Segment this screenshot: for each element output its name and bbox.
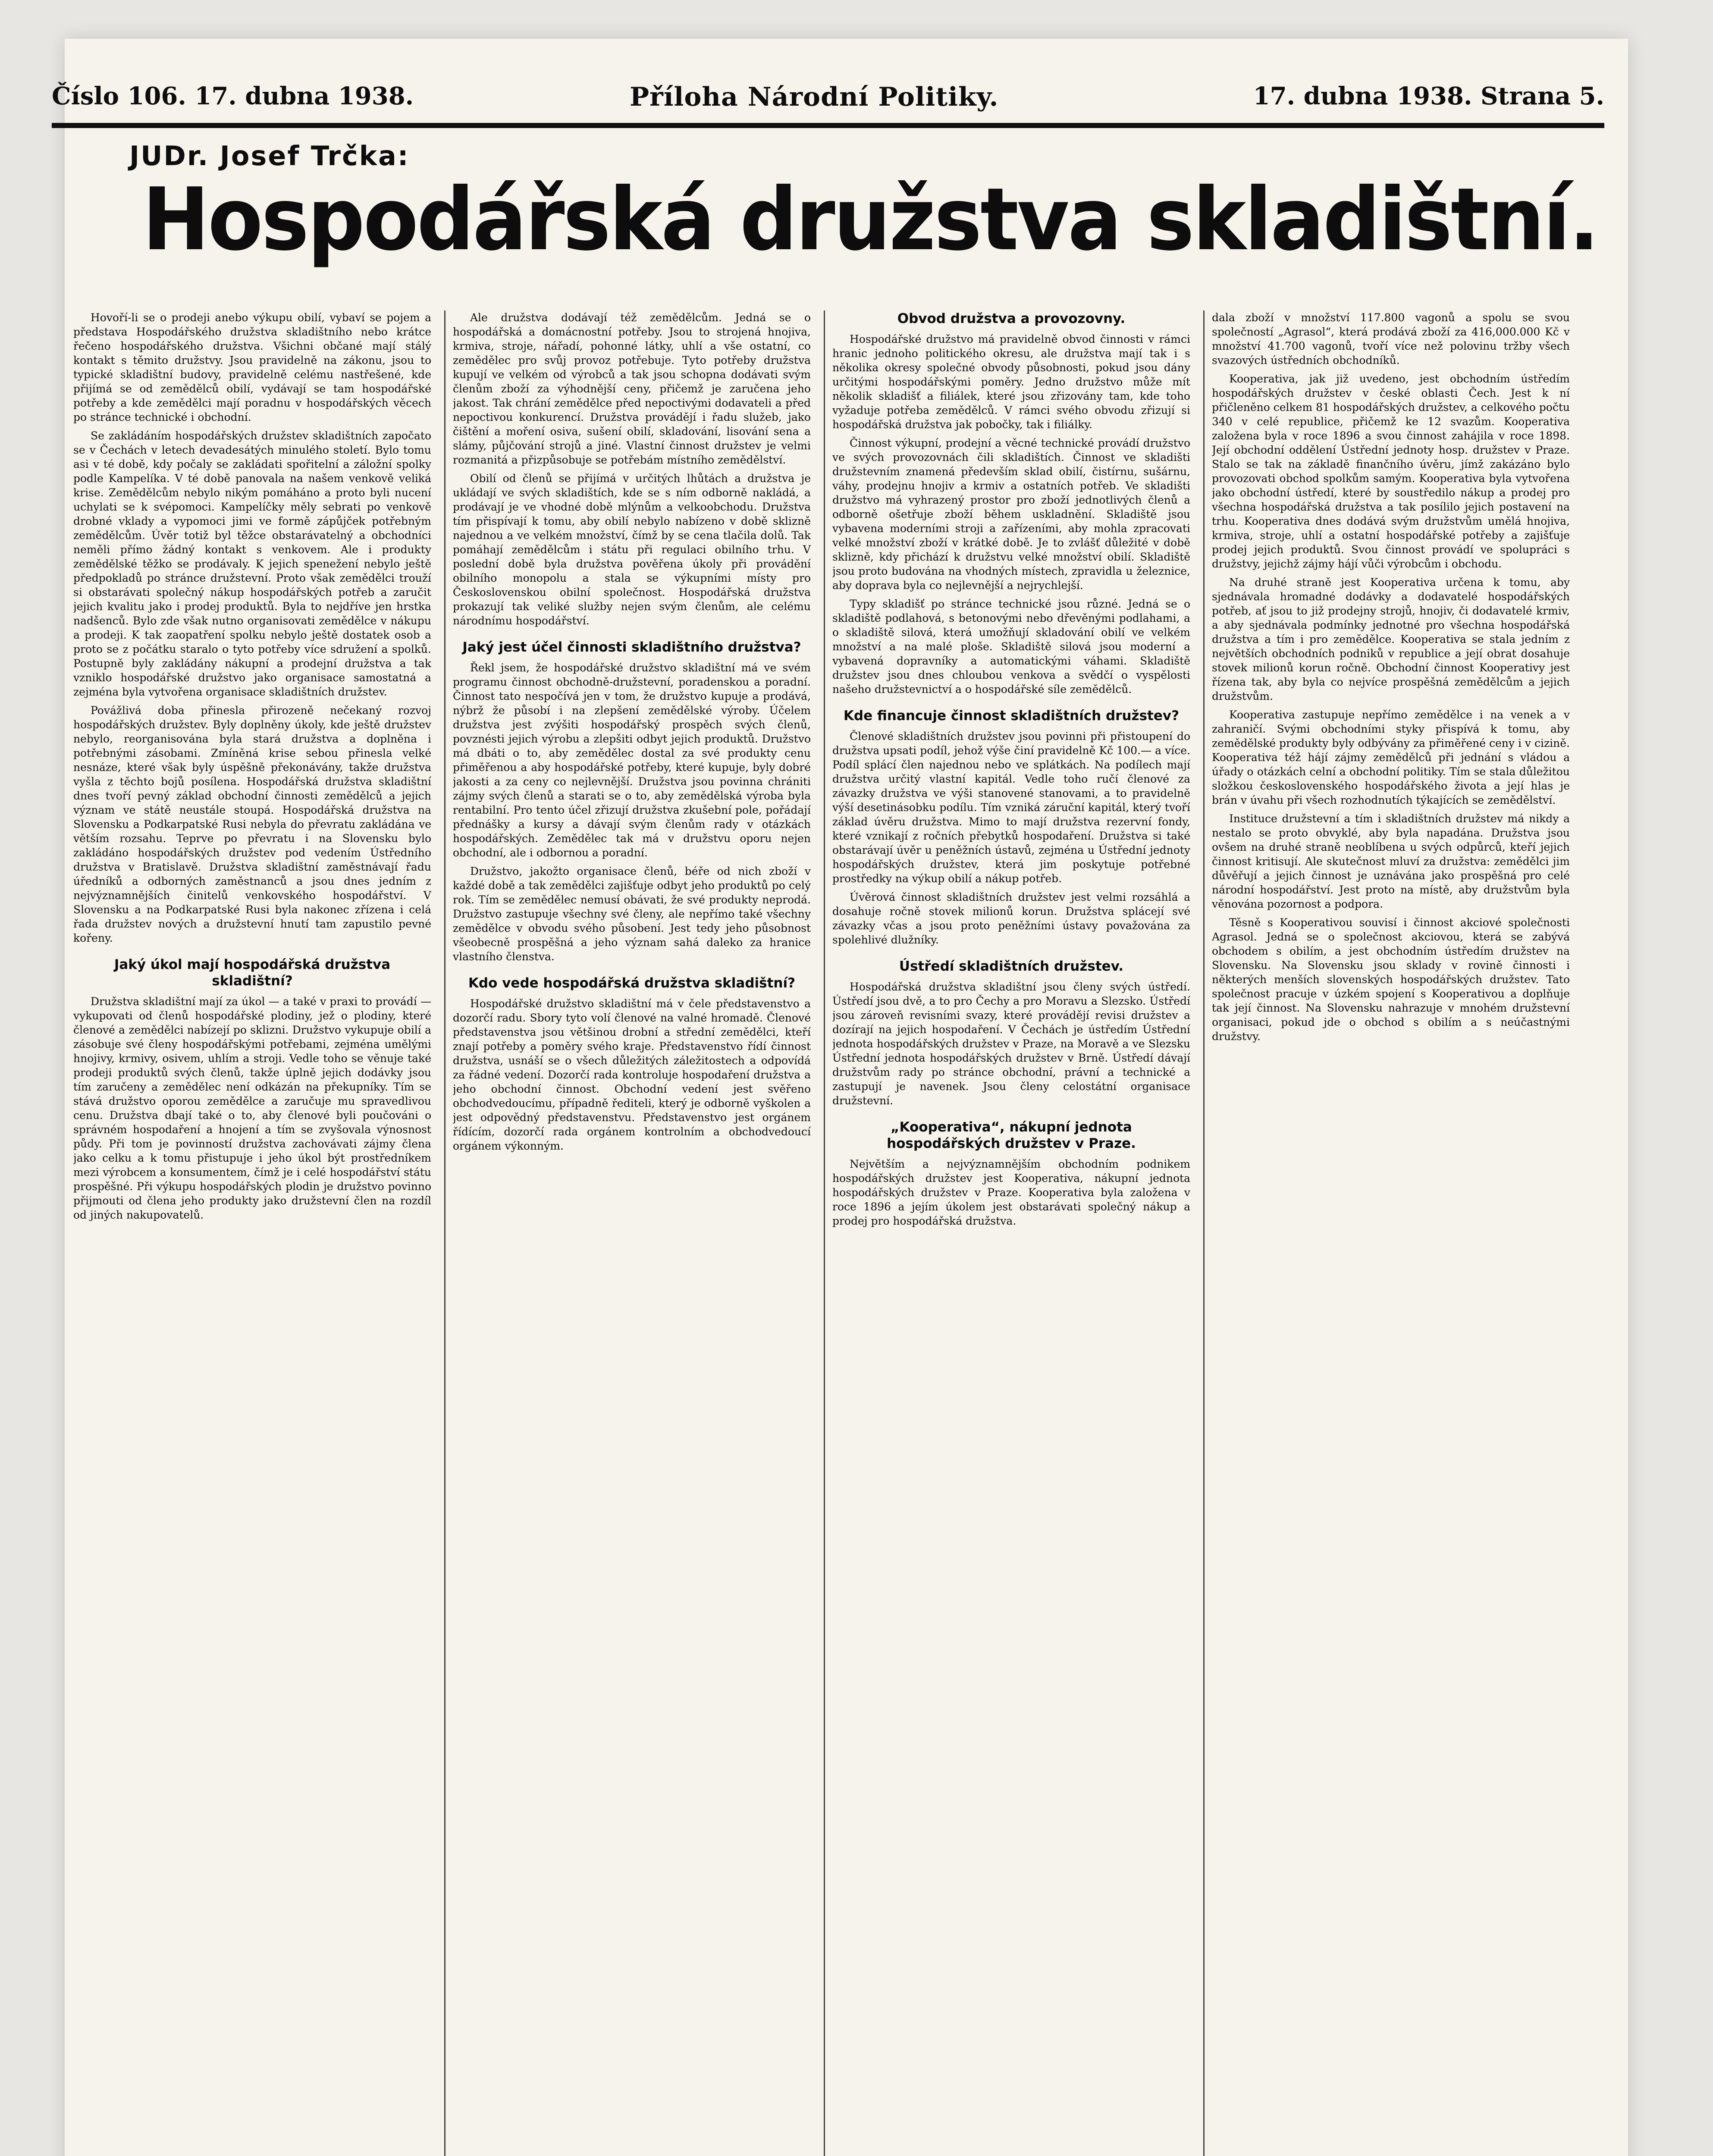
article-author: JUDr. Josef Trčka: [129, 140, 410, 172]
section-heading: Ústředí skladištních družstev. [899, 959, 1124, 974]
paragraph: Ale družstva dodávají též zemědělcům. Jedná se o hospodářská a domácnostní potřeby. Jsou to strojená hnojiva, krmiva, stroje, nářadí, pohonné látky, uhlí a vše ostatní, co zemědělec pro svůj provoz potřebuje. Tyto potřeby družstva kupují ve velkém od výrobců a tak jsou schopna dodávati svým členům zboží za výhodnější ceny, přičemž je zaručena jeho jakost. Tak chrání zemědělce před nepoctivými dodavateli a před nepoctivou konkurencí. Družstva provádějí i řadu služeb, jako čištění a moření osiva, sušení obilí, skladování, lisování sena a slámy, půjčování strojů a jiné. Vlastní činnost družstev je velmi rozmanitá a přizpůsobuje se potřebám místního zemědělství. [453, 311, 811, 466]
paragraph: Se zakládáním hospodářských družstev skladištních započato se v Čechách v letech devadesátých minulého století. Bylo tomu asi v té době, kdy počaly se zakládati spořitelní a záložní spolky podle Kampelíka. V té době panovala na našem venkově veliká krise. Zemědělcům nebylo nikým pomáháno a proto byli nucení uchylati se k svépomoci. Kampelíčky měly sebrati po venkově drobné vklady a vypomoci jimi ve formě zápůjček potřebným zemědělcům. Úvěr totiž byl těžce obstarávatelný a obchodníci neměli přímo žádný kontakt s venkovem. Ale i produkty zemědělské těžko se prodávaly. K jejich spenežení nebylo ještě předpokladů po stránce družstevní. Proto však zemědělci trouží si obstarávati společný nákup hospodářských potřeb a zaručit jejich kvalitu jako i prodej produktů. Byla to nejdříve jen hrstka nadšenců. Bylo zde však nutno organisovati zemědělce v nákupu a prodeji. K tak zaopatření spolku nebylo ještě dostatek osob a proto se z počátku staralo o tyto potřeby více sdružení a spolků. Postupně byly zakládány nákupní a prodejní družstva a tak vzniklo hospodářské družstvo jako organisace samostatná a zejména byla vytvořena organisace skladištních družstev. [73, 429, 431, 698]
paragraph: Družstvo, jakožto organisace členů, béře od nich zboží v každé době a tak zemědělci zajišťuje odbyt jeho produktů po celý rok. Tím se zemědělec nemusí obávati, že své produkty neprodá. Družstvo zastupuje všechny své členy, ale nepřímo také všechny zemědělce v obvodu svého působení. Jest tedy jeho působnost všeobecně prospěšná a jeho význam sahá daleko za hranice vlastního členstva. [453, 865, 811, 963]
column-1 [73, 310, 431, 2156]
supplement-title: Příloha Národní Politiky. [630, 82, 999, 112]
paragraph: dala zboží v množství 117.800 vagonů a spolu se svou společností „Agrasol“, která prodává zboží za 416,000.000 Kč v množství 41.700 vagonů, tvoří více než polovinu tržby všech svazových ústředních obchodníků. [1212, 311, 1570, 367]
column-3 [832, 310, 1190, 2156]
paragraph: Typy skladišť po stránce technické jsou různé. Jedná se o skladiště podlahová, s betonovými nebo dřevěnými podlahami, a o skladiště silová, která umožňují skladování obilí ve velkém množství a na malé ploše. Skladiště silová jsou moderní a vybavená dopravníky a automatickými váhami. Skladiště družstev jsou dnes chloubou venkova a svědčí o vyspělosti našeho družstevnictví a o hospodářské síle zemědělců. [832, 598, 1190, 696]
date-and-page: 17. dubna 1938. Strana 5. [1253, 82, 1604, 110]
paragraph: Řekl jsem, že hospodářské družstvo skladištní má ve svém programu činnost obchodně-družstevní, poradenskou a poradní. Činnost tato nespočívá jen v tom, že družstvo kupuje a prodává, nýbrž že působí i na zlepšení zemědělské výroby. Účelem družstva jest zvýšiti hospodářský prospěch svých členů, povznésti jejich výrobu a zlepšiti odbyt jejich produktů. Družstvo má dbáti o to, aby zemědělec dostal za své produkty cenu přiměřenou a aby hospodářské potřeby, které kupuje, byly dobré jakosti a za ceny co nejlevnější. Družstva jsou povinna chrániti zájmy svých členů a starati se o to, aby zemědělská výroba byla rentabilní. Pro tento účel zřizují družstva zkušební pole, pořádají přednášky a kursy a dávají svým členům rady v otázkách hospodářských. Zemědělec tak má v družstvu oporu nejen obchodní, ale i odbornou a poradní. [453, 661, 811, 859]
masthead [52, 82, 1604, 121]
paragraph: Činnost výkupní, prodejní a věcné technické provádí družstvo ve svých provozovnách čili skladištích. Činnost ve skladišti družstevním znamená především sklad obilí, čistírnu, sušárnu, váhy, prodejnu hnojiv a krmiv a ostatních potřeb. Ve skladišti družstvo má vyhrazený prostor pro zboží jednotlivých členů a odborně ošetřuje zboží během uskladnění. Skladiště jsou vybavena moderními stroji a zařízeními, aby mohla zpracovati velké množství zboží v krátké době. Je to zvlášť důležité v době sklizně, kdy přichází k družstvu velké množství obilí. Skladiště jsou proto budována na vhodných místech, zpravidla u železnice, aby doprava byla co nejlevnější a nejrychlejší. [832, 437, 1190, 592]
paragraph: Hospodářská družstva skladištní jsou členy svých ústředí. Ústředí jsou dvě, a to pro Čechy a pro Moravu a Slezsko. Ústředí jsou zároveň revisními svazy, které provádějí revisi družstev a dozírají na jejich hospodaření. V Čechách je ústředím Ústřední jednota hospodářských družstev v Praze, na Moravě a ve Slezsku Ústřední jednota hospodářských družstev v Brně. Ústředí dávají družstvům rady po stránce obchodní, právní a technické a zastupují je navenek. Jsou členy celostátní organisace družstevní. [832, 981, 1190, 1107]
section-heading: „Kooperativa“, nákupní jednota hospodářských družstev v Praze. [887, 1119, 1136, 1151]
section-heading: Jaký jest účel činnosti skladištního družstva? [462, 639, 801, 655]
paragraph: Kooperativa zastupuje nepřímo zemědělce i na venek a v zahraničí. Svými obchodními styky přispívá k tomu, aby zemědělské produkty byly odbývány za přiměřené ceny i v cizině. Kooperativa též hájí zájmy zemědělců při jednání s vládou a úřady o otázkách celní a obchodní politiky. Tím se stala důležitou složkou československého hospodářského života a její hlas je brán v úvahu při všech rozhodnutích týkajících se zemědělství. [1212, 708, 1570, 806]
masthead-rule [52, 123, 1604, 128]
article-headline: Hospodářská družstva skladištní. [142, 169, 1598, 270]
issue-number: Číslo 106. 17. dubna 1938. [52, 82, 414, 110]
paragraph: Hospodářské družstvo skladištní má v čele představenstvo a dozorčí radu. Sbory tyto volí členové na valné hromadě. Členové představenstva jsou většinou drobní a střední zemědělci, kteří znají potřeby a poměry svého kraje. Představenstvo řídí činnost družstva, usnáší se o všech důležitých záležitostech a odpovídá za řádné vedení. Dozorčí rada kontroluje hospodaření družstva a jeho obchodní činnost. Obchodní vedení jest svěřeno obchodvedoucímu, případně řediteli, který je odborně vyškolen a jest odpovědný představenstvu. Představenstvo jest orgánem řídícím, dozorčí rada orgánem kontrolním a obchodvedoucí orgánem výkonným. [453, 997, 811, 1152]
section-heading: Jaký úkol mají hospodářská družstva skladištní? [114, 957, 391, 989]
paragraph: Instituce družstevní a tím i skladištních družstev má nikdy a nestalo se proto obvyklé, aby byla napadána. Družstva jsou ovšem na druhé straně neoblíbena u svých odpůrců, kteří jejich činnost kritisují. Ale skutečnost mluví za družstva: zemědělci jim důvěřují a jejich činnost je uznávána jako prospěšná pro celé národní hospodářství. Jest proto na místě, aby družstvům byla věnována pozornost a podpora. [1212, 812, 1570, 910]
paragraph: Kooperativa, jak již uvedeno, jest obchodním ústředím hospodářských družstev v české oblasti Čech. Jest k ní přičleněno celkem 81 hospodářských družstev, a celkového počtu 340 v celé republice, přičemž ke 12 svazům. Kooperativa založena byla v roce 1896 a svou činnost zahájila v roce 1898. Její obchodní oddělení Ústřední jednoty hosp. družstev v Praze. Stalo se tak na základě finančního úvěru, jímž zakázáno bylo provozovati obchod spolkům samým. Kooperativa byla vytvořena jako obchodní ústředí, které by soustředilo nákup a prodej pro všechna hospodářská družstva a tak posílilo jejich postavení na trhu. Kooperativa dnes dodává svým družstvům umělá hnojiva, krmiva, stroje, uhlí a ostatní hospodářské potřeby a zajišťuje prodej jejich produktů. Svou činnost provádí ve spolupráci s družstvy, jejichž zájmy hájí vůči výrobcům i obchodu. [1212, 373, 1570, 570]
column-4 [1212, 310, 1570, 2156]
paragraph: Největším a nejvýznamnějším obchodním podnikem hospodářských družstev jest Kooperativa, nákupní jednota hospodářských družstev v Praze. Kooperativa byla založena v roce 1896 a jejím úkolem jest obstarávati společný nákup a prodej pro hospodářská družstva. [832, 1158, 1190, 1227]
section-heading: Obvod družstva a provozovny. [897, 311, 1126, 326]
paragraph: Úvěrová činnost skladištních družstev jest velmi rozsáhlá a dosahuje ročně stovek milionů korun. Družstva splácejí své závazky včas a jsou proto peněžními ústavy považována za spolehlivé dlužníky. [832, 891, 1190, 946]
paragraph: Těsně s Kooperativou souvisí i činnost akciové společnosti Agrasol. Jedná se o společnost akciovou, která se zabývá obchodem s obilím, a jest obchodním ústředím družstev na Slovensku. Na Slovensku jsou sklady v rovině činnosti i některých menších slovenských hospodářských družstev. Tato společnost pracuje v úzkém spojení s Kooperativou a doplňuje tak její činnost. Na Slovensku nahrazuje v mnohém družstevní organisaci, pokud jde o obchod s obilím a s neúčastnými družstvy. [1212, 916, 1570, 1043]
paragraph: Na druhé straně jest Kooperativa určena k tomu, aby sjednávala hromadné dodávky a dodavatelé hospodářských potřeb, ať jsou to již prodejny strojů, hnojiv, či dodavatelé krmiv, a aby sjednávala podmínky jednotné pro všechna hospodářská družstva a tím i pro zemědělce. Kooperativa se stala jedním z největších obchodních podniků v republice a její obrat dosahuje stovek milionů korun ročně. Obchodní činnost Kooperativy jest řízena tak, aby byla co nejvíce prospěšná zemědělcům a jejich družstvům. [1212, 576, 1570, 702]
paragraph: Členové skladištních družstev jsou povinni při přistoupení do družstva upsati podíl, jehož výše činí pravidelně Kč 100.— a více. Podíl splácí člen najednou nebo ve splátkách. Na podílech mají družstva určitý vlastní kapitál. Vedle toho ručí členové za závazky družstva ve výši stanovené stanovami, a to pravidelně výší desetinásobku podílu. Tím vzniká záruční kapitál, který tvoří základ úvěru družstva. Mimo to mají družstva rezervní fondy, které vznikají z ročních přebytků hospodaření. Družstva si také obstarávají úvěr u peněžních ústavů, zejména u Ústřední jednoty hospodářských družstev, která jim poskytuje potřebné prostředky na výkup obilí a nákup potřeb. [832, 730, 1190, 885]
paragraph: Hospodářské družstvo má pravidelně obvod činnosti v rámci hranic jednoho politického okresu, ale družstva mají tak i s několika okresy společné obvody působnosti, pokud jsou dány určitými hospodářskými poměry. Jedno družstvo může mít několik skladišť a filiálek, které jsou zřizovány tam, kde toho vyžaduje potřeba zemědělců. V rámci svého obvodu zřizují si hospodářská družstva jak pobočky, tak i filiálky. [832, 333, 1190, 431]
paragraph: Družstva skladištní mají za úkol — a také v praxi to provádí — vykupovati od členů hospodářské plodiny, jež o plodiny, které členové a zemědělci nabízejí po sklizni. Družstvo vykupuje obilí a zásobuje své členy hospodářskými potřebami, zejména umělými hnojivy, krmivy, osivem, uhlím a stroji. Vedle toho se věnuje také prodeji produktů svých členů, takže úplně jejich dodávky jsou tím zaručeny a zemědělec není odkázán na překupníky. Tím se stává družstvo oporou zemědělce a zaručuje mu spravedlivou cenu. Družstva dbají také o to, aby členové byli poučováni o správném hospodaření a hnojení a tím se zvyšovala výnosnost půdy. Při tom je povinností družstva zachovávati zájmy člena jako celku a k tomu přistupuje i jeho úkol být prostředníkem mezi výrobcem a konsumentem, čímž je i celé hospodářství státu prospěšné. Při výkupu hospodářských plodin je družstvo povinno přijmouti od člena jeho produkty jako družstevní člen na rozdíl od jiných nakupovatelů. [73, 995, 431, 1221]
paragraph: Hovoří-li se o prodeji anebo výkupu obilí, vybaví se pojem a představa Hospodářského družstva skladištního nebo krátce řečeno hospodářského družstva. Všichni občané mají stálý kontakt s těmito družstvy. Jsou pravidelně na zákonu, jsou to typické skladištní budovy, pravidelně celému nastřešené, kde přijímá se od zemědělců obilí, vydávají se tam hospodářské potřeby a kde zemědělci mají poradnu v hospodářských věcech po stránce technické i obchodní. [73, 311, 431, 423]
section-heading: Kdo vede hospodářská družstva skladištní? [468, 975, 796, 991]
column-2 [453, 310, 811, 2156]
paragraph: Povážlivá doba přinesla přirozeně nečekaný rozvoj hospodářských družstev. Byly doplněny úkoly, kde ještě družstev nebylo, reorganisována byla stará družstva a doplněna i potřebnými zásobami. Zmíněná krise sebou přinesla velké nesnáze, které však byly úspěšně překonávány, takže družstva vyšla z těchto bojů posílena. Hospodářská družstva skladištní dnes tvoří pevný základ obchodní činnosti zemědělců a jejich význam ve státě neustále stoupá. Hospodářská družstva na Slovensku a Podkarpatské Rusi nebyla do převratu zakládána ve větším rozsahu. Teprve po převratu i na Slovensku bylo zakládáno hospodářských družstev pod vedením Ústředního družstva v Bratislavě. Družstva skladištní zaměstnávají řadu úředníků a odborných zaměstnanců a jsou dnes jedním z nejvýznamnějších činitelů venkovského hospodářství. V Slovensku a na Podkarpatské Rusi byla nakonec zřízena i celá řada družstev nových a družstevní hnutí tam zapustilo pevné kořeny. [73, 704, 431, 944]
paragraph: Obilí od členů se přijímá v určitých lhůtách a družstva je ukládají ve svých skladištích, kde se s ním odborně nakládá, a prodávají je ve vhodné době mlýnům a velkoobchodu. Družstva tím přispívají k tomu, aby obilí nebylo nabízeno v době sklizně najednou a ve velkém množství, čímž by se cena tlačila dolů. Tak pomáhají zemědělcům i státu při regulaci obilního trhu. V poslední době byla družstva pověřena úkoly při provádění obilního monopolu a stala se výkupními místy pro Československou obilní společnost. Hospodářská družstva prokazují tak veliké služby nejen svým členům, ale celému národnímu hospodářství. [453, 472, 811, 627]
article-body [73, 310, 1609, 2156]
section-heading: Kde financuje činnost skladištních družstev? [843, 708, 1180, 724]
